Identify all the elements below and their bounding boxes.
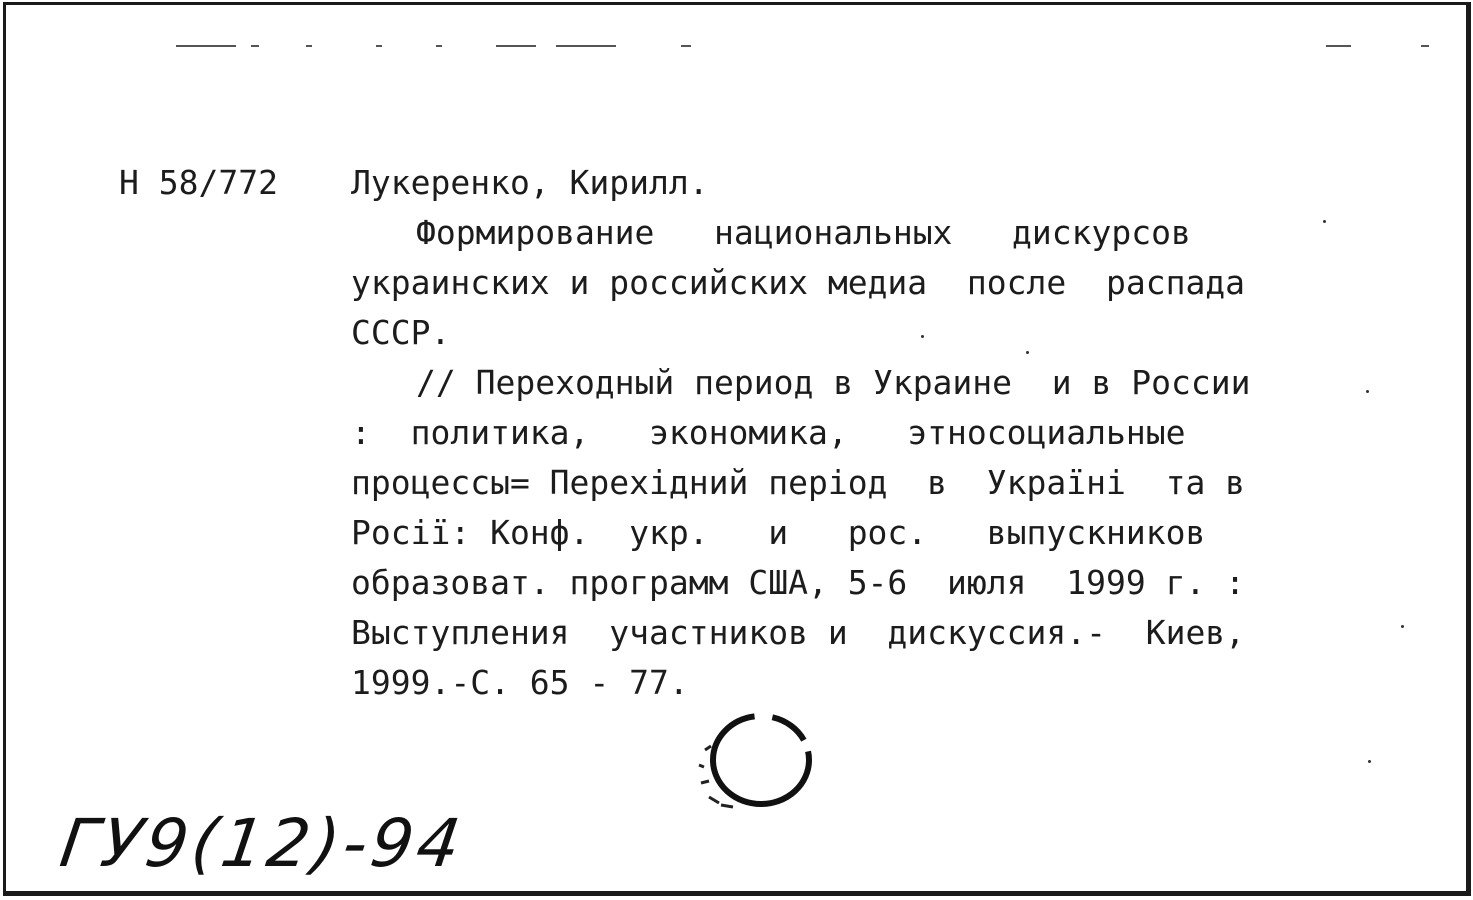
body-line-8: образоват. программ США, 5-6 июля 1999 г. : (351, 563, 1246, 602)
body-line-4: // Переходный период в Украине и в России (416, 363, 1251, 402)
call-number: Н 58/772 (119, 163, 278, 202)
author-heading: Лукеренко, Кирилл. (351, 163, 709, 202)
body-line-5: : политика, экономика, этносоциальные (351, 413, 1186, 452)
circle-stamp-icon (691, 705, 821, 820)
top-dash-strip (176, 45, 696, 51)
body-line-6: процессы= Перехідний період в Україні та в (351, 463, 1246, 502)
body-line-9: Выступления участников и дискуссия.- Киев, (351, 613, 1246, 652)
body-line-3: СССР. (351, 313, 451, 352)
handwritten-shelf-mark: ГУ9(12)-94 (55, 805, 469, 882)
body-line-1: Формирование национальных дискурсов (416, 213, 1191, 252)
top-right-dash-strip (1326, 45, 1436, 51)
body-line-2: украинских и российских медиа после распада (351, 263, 1246, 302)
body-line-7: Росії: Конф. укр. и рос. выпускников (351, 513, 1206, 552)
catalog-card (3, 2, 1471, 896)
body-line-10: 1999.-С. 65 - 77. (351, 663, 689, 702)
